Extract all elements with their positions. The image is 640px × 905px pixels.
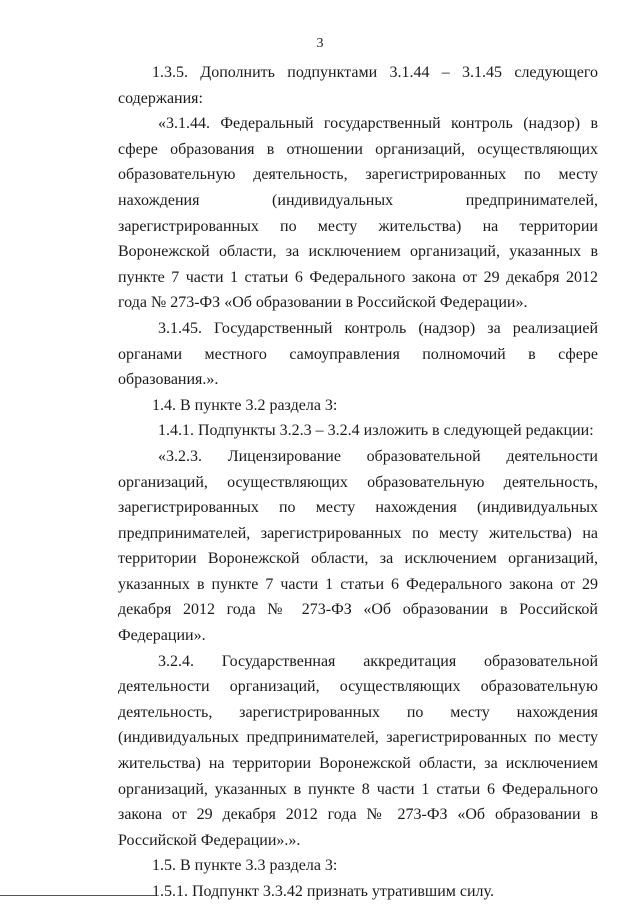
paragraph-1-5: 1.5. В пункте 3.3 раздела 3: (152, 857, 338, 875)
paragraph-3-1-44: «3.1.44. Федеральный государственный контроль (надзор) в сфере образования в отношении организаций, осуществляющих образовательную деятельность, зарегистрированных по месту нахождения (индивидуальных предпринимателей, зарегистрированных по месту жительства) на территории Воронежской области, за исключением организаций, указанных в пункте 7 части 1 статьи 6 Федерального закона от 29 декабря 2012 года № 273-ФЗ «Об образовании в Российской Федерации». (118, 115, 598, 312)
paragraph-1-4-1: 1.4.1. Подпункты 3.2.3 – 3.2.4 изложить в следующей редакции: (158, 422, 594, 440)
footer-divider (0, 895, 155, 896)
document-body (118, 60, 598, 905)
paragraph-3-2-4: 3.2.4. Государственная аккредитация образовательной деятельности организаций, осуществляющих образовательную деятельность, зарегистрированных по месту нахождения (индивидуальных предпринимателей, зарегистрированных по месту жительства) на территории Воронежской области, за исключением организаций, указанных в пункте 8 части 1 статьи 6 Федерального закона от 29 декабря 2012 года № 273-ФЗ «Об образовании в Российской Федерации».». (118, 652, 598, 849)
paragraph-1-4: 1.4. В пункте 3.2 раздела 3: (152, 396, 338, 414)
paragraph-3-2-3: «3.2.3. Лицензирование образовательной деятельности организаций, осуществляющих образовательную деятельность, зарегистрированных по месту нахождения (индивидуальных предпринимателей, зарегистрированных по месту жительства) на территории Воронежской области, за исключением организаций, указанных в пункте 7 части 1 статьи 6 Федерального закона от 29 декабря 2012 года № 273-ФЗ «Об образовании в Российской Федерации». (118, 447, 598, 645)
page-number: 3 (316, 36, 324, 51)
paragraph-1-5-1: 1.5.1. Подпункт 3.3.42 признать утратившим силу. (152, 883, 494, 900)
paragraph-1-3-5: 1.3.5. Дополнить подпунктами 3.1.44 – 3.1.45 следующего содержания: (118, 64, 598, 107)
paragraph-3-1-45: 3.1.45. Государственный контроль (надзор) за реализацией органами местного самоуправления полномочий в сфере образования.». (118, 319, 598, 389)
